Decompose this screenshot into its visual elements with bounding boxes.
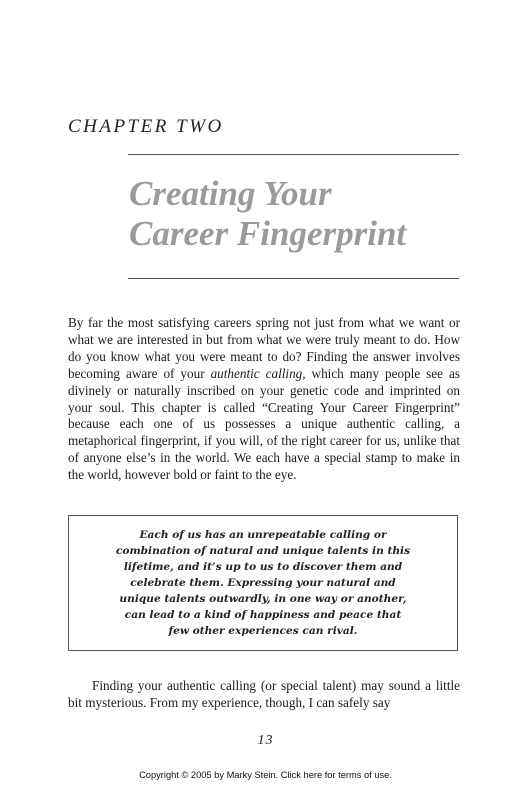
pull-quote-box — [68, 515, 458, 651]
top-rule — [128, 154, 459, 155]
body-paragraph: Finding your authentic calling (or special talent) may sound a little bit mysterious. From my experience, though, I can safely say — [68, 678, 460, 710]
chapter-title — [129, 174, 406, 254]
intro-text-before: By far the most satisfying careers spring not just from what we want or what we are interested in but from what we were truly meant to do. How do you know what you were meant to do? Finding the answer involves becoming aware of your — [68, 315, 460, 381]
pull-quote-text: Each of us has an unrepeatable calling or combination of natural and unique talents in this lifetime, and it’s up to us to discover them and celebrate them. Expressing your natural and unique talents outwardly, in one way or another, can lead to a kind of happiness and peace that few other experiences can rival. — [115, 528, 411, 638]
intro-text-after: which many people see as divinely or naturally inscribed on your genetic code and imprinted on your soul. This chapter is called “Creating Your Career Fingerprint” because each one of us possesses a unique authentic calling, a metaphorical fingerprint, if you will, of the right career for us, unlike that of anyone else’s in the world. We each have a special stamp to make in the world, however bold or faint to the eye. — [68, 365, 460, 483]
chapter-title-line-1: Creating Your — [129, 174, 332, 213]
copyright-link[interactable]: Copyright © 2005 by Marky Stein. Click here for terms of use. — [139, 770, 392, 780]
chapter-label: CHAPTER TWO — [68, 116, 224, 137]
intro-emphasis: authentic calling, — [210, 365, 306, 381]
page-number: 13 — [257, 733, 274, 748]
bottom-rule — [128, 278, 459, 279]
intro-paragraph — [68, 315, 460, 484]
chapter-title-line-2: Career Fingerprint — [129, 214, 407, 253]
